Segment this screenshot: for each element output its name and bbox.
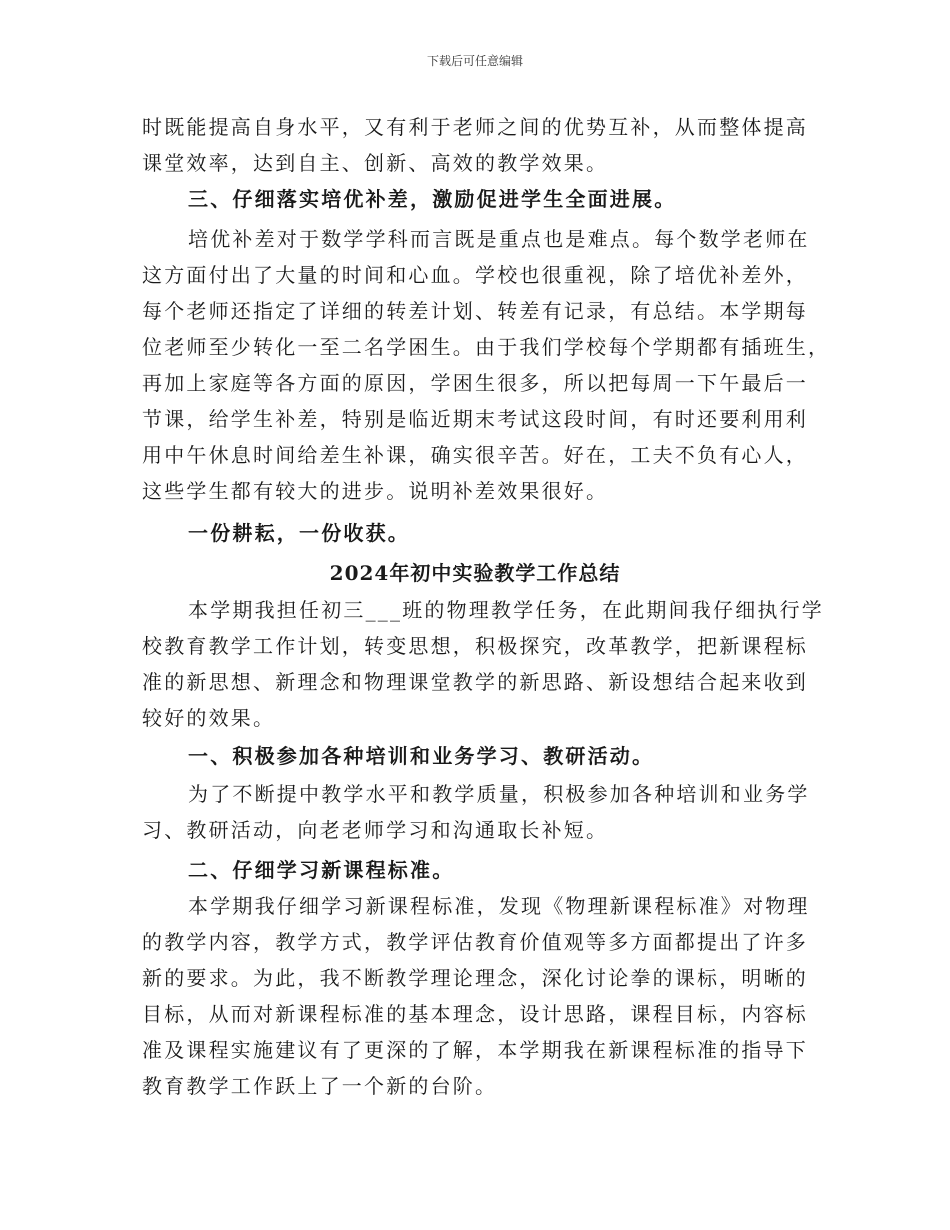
body-text-line: 教育教学工作跃上了一个新的台阶。 xyxy=(142,1074,498,1098)
body-text-line: 的教学内容，教学方式，教学评估教育价值观等多方面都提出了许多 xyxy=(142,930,808,954)
body-text-line: 准的新思想、新理念和物理课堂教学的新思路、新设想结合起来收到 xyxy=(142,670,808,694)
body-text-line: 再加上家庭等各方面的原因，学困生很多，所以把每周一下午最后一 xyxy=(142,371,808,395)
paragraph-first-line: 培优补差对于数学学科而言既是重点也是难点。每个数学老师在 xyxy=(188,227,810,251)
page-header-note: 下载后可任意编辑 xyxy=(426,54,523,68)
body-text-line: 课堂效率，达到自主、创新、高效的教学效果。 xyxy=(142,151,609,175)
section-heading: 一、积极参加各种培训和业务学习、教研活动。 xyxy=(188,744,655,768)
body-text-line: 校教育教学工作计划，转变思想，积极探究，改革教学，把新课程标 xyxy=(142,634,808,658)
body-text-line: 这方面付出了大量的时间和心血。学校也很重视，除了培优补差外， xyxy=(142,263,808,287)
body-text-line: 习、教研活动，向老老师学习和沟通取长补短。 xyxy=(142,818,609,842)
section-heading: 二、仔细学习新课程标准。 xyxy=(188,858,455,882)
body-text-line: 较好的效果。 xyxy=(142,706,276,730)
body-text-line: 用中午休息时间给差生补课，确实很辛苦。好在，工夫不负有心人， xyxy=(142,443,808,467)
body-text-line: 时既能提高自身水平，又有利于老师之间的优势互补，从而整体提高 xyxy=(142,115,808,139)
paragraph-first-line: 为了不断提中教学水平和教学质量，积极参加各种培训和业务学 xyxy=(188,782,810,806)
body-text-line: 位老师至少转化一至二名学困生。由于我们学校每个学期都有插班生， xyxy=(142,335,831,359)
body-text-line: 每个老师还指定了详细的转差计划、转差有记录，有总结。本学期每 xyxy=(142,299,808,323)
paragraph-first-line: 本学期我担任初三___班的物理教学任务，在此期间我仔细执行学 xyxy=(188,598,824,622)
body-text-line: 目标，从而对新课程标准的基本理念，设计思路，课程目标，内容标 xyxy=(142,1002,808,1026)
section-heading: 三、仔细落实培优补差，激励促进学生全面进展。 xyxy=(188,187,677,211)
body-text-line: 准及课程实施建议有了更深的了解，本学期我在新课程标准的指导下 xyxy=(142,1038,808,1062)
document-title: 2024年初中实验教学工作总结 xyxy=(329,561,621,585)
body-text-line: 节课，给学生补差，特别是临近期末考试这段时间，有时还要利用利 xyxy=(142,407,808,431)
paragraph-first-line: 本学期我仔细学习新课程标准，发现《物理新课程标准》对物理 xyxy=(188,894,810,918)
closing-phrase: 一份耕耘，一份收获。 xyxy=(188,521,410,545)
body-text-line: 新的要求。为此，我不断教学理论理念，深化讨论拳的课标，明晰的 xyxy=(142,966,808,990)
body-text-line: 这些学生都有较大的进步。说明补差效果很好。 xyxy=(142,479,609,503)
